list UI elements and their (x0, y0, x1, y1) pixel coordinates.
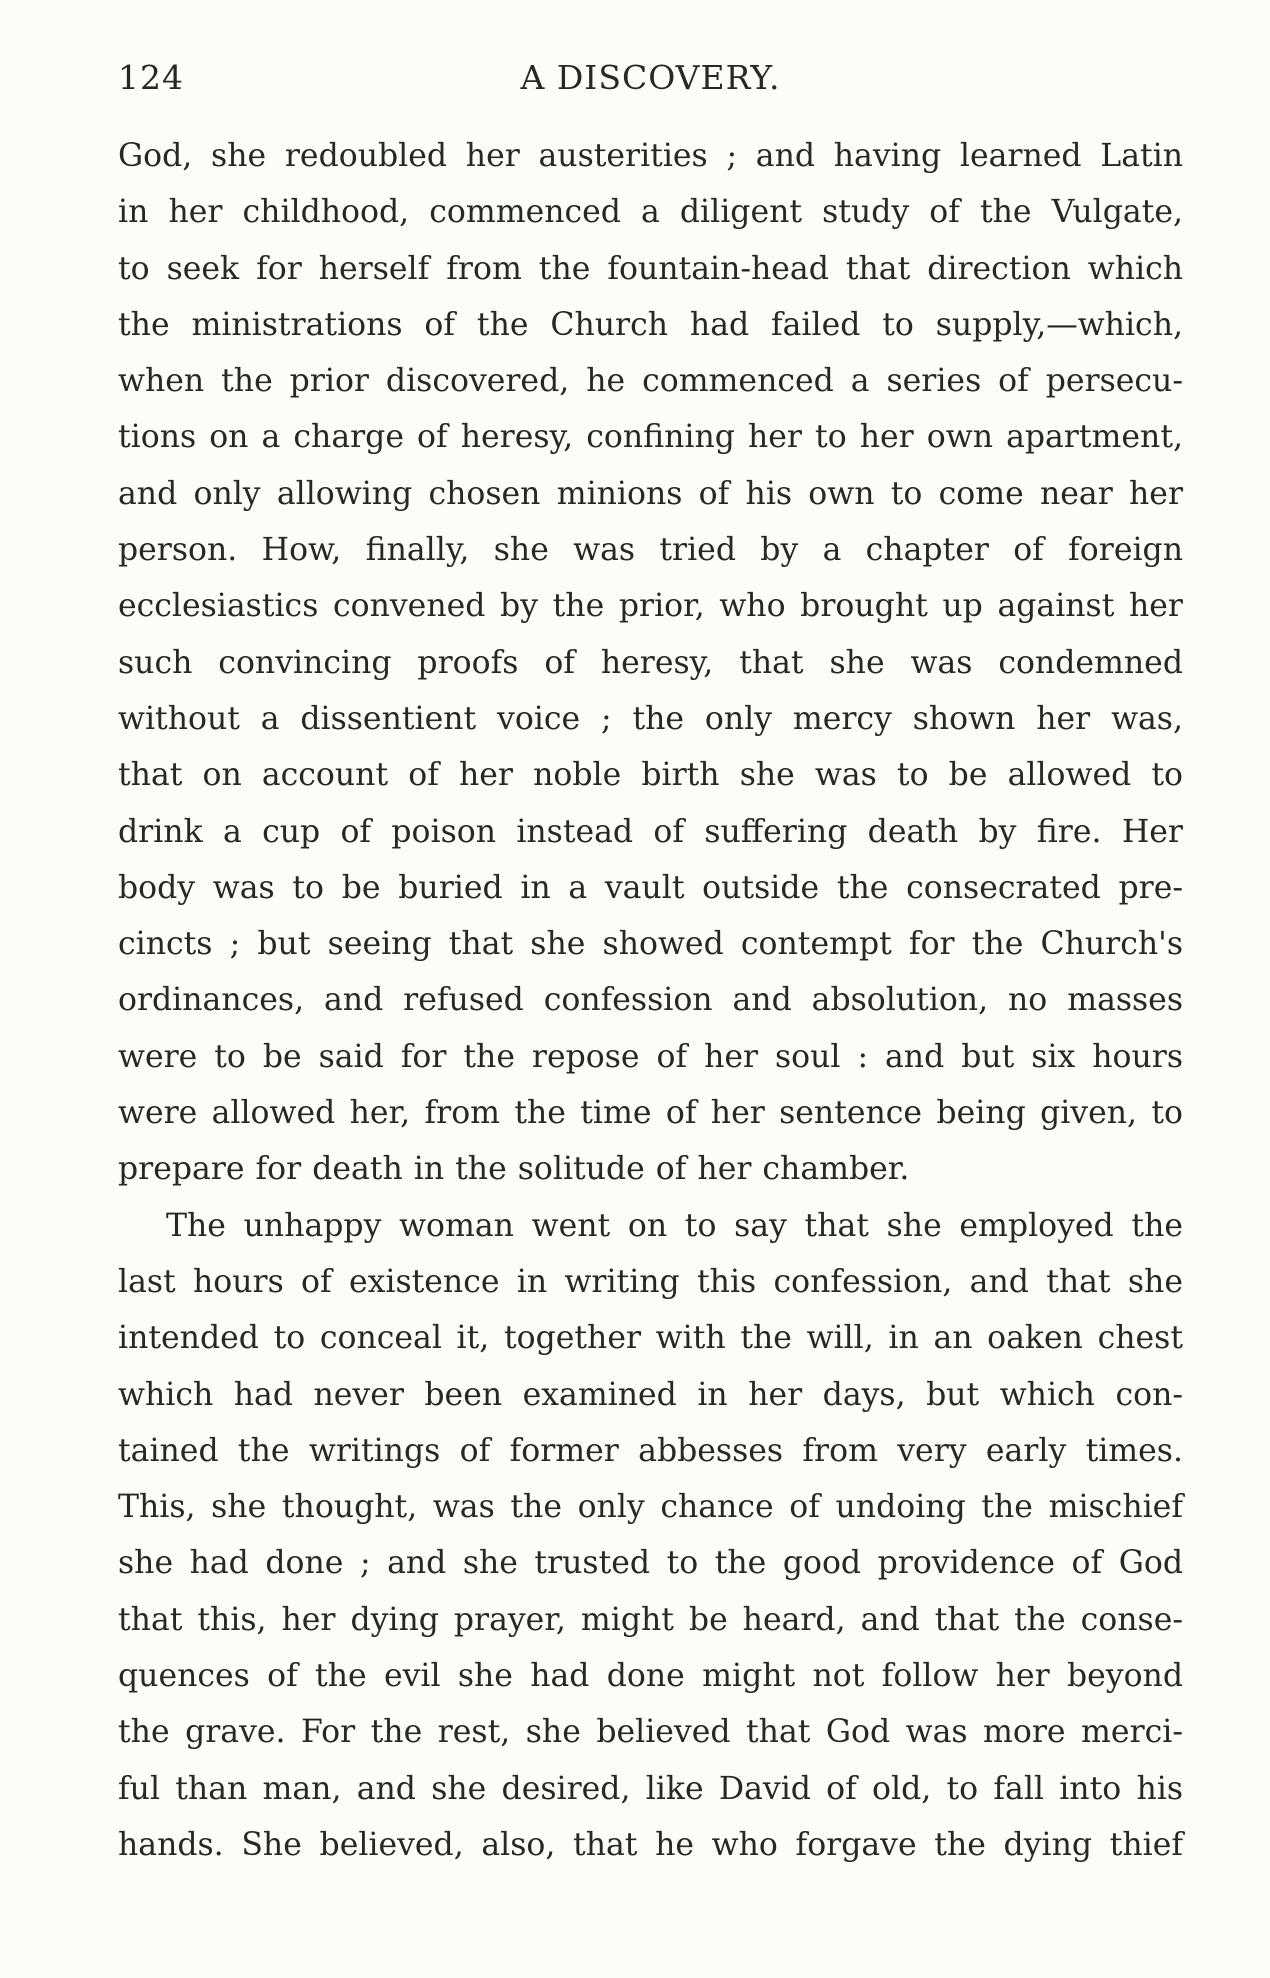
text-line: without a dissentient voice ; the only mercy shown her was, (118, 700, 1183, 737)
text-line: tained the writings of former abbesses from very early times. (118, 1432, 1183, 1469)
text-line: prepare for death in the solitude of her chamber. (118, 1151, 910, 1188)
text-line: ordinances, and refused confession and absolution, no masses (118, 982, 1183, 1019)
text-line: person. How, finally, she was tried by a chapter of foreign (118, 532, 1183, 569)
text-line: which had never been examined in her days, but which con- (118, 1376, 1183, 1413)
text-line: drink a cup of poison instead of suffering death by fire. Her (118, 813, 1183, 850)
running-title: A DISCOVERY. (520, 58, 781, 97)
text-line: The unhappy woman went on to say that she employed the (166, 1207, 1183, 1244)
text-line: This, she thought, was the only chance of undoing the mischief (118, 1489, 1183, 1526)
paragraph-1 (118, 128, 1183, 1198)
text-line: were to be said for the repose of her soul : and but six hours (118, 1038, 1183, 1075)
text-line: to seek for herself from the fountain-head that direction which (118, 250, 1183, 287)
text-line: cincts ; but seeing that she showed contempt for the Church's (118, 926, 1183, 963)
page-number: 124 (118, 58, 184, 97)
text-line: body was to be buried in a vault outside the consecrated pre- (118, 869, 1183, 906)
text-line: ecclesiastics convened by the prior, who brought up against her (118, 588, 1183, 625)
paragraph-2 (118, 1198, 1183, 1874)
text-line: such convincing proofs of heresy, that she was condemned (118, 644, 1183, 681)
text-line: quences of the evil she had done might not follow her beyond (118, 1658, 1183, 1695)
running-head (118, 58, 1183, 98)
text-line: the grave. For the rest, she believed that God was more merci- (118, 1714, 1183, 1751)
text-line: when the prior discovered, he commenced a series of persecu- (118, 363, 1183, 400)
text-line: intended to conceal it, together with the will, in an oaken chest (118, 1320, 1183, 1357)
text-line: that on account of her noble birth she was to be allowed to (118, 757, 1183, 794)
text-line: hands. She believed, also, that he who forgave the dying thief (118, 1826, 1183, 1863)
text-line: the ministrations of the Church had failed to supply,—which, (118, 306, 1183, 343)
text-line: God, she redoubled her austerities ; and having learned Latin (118, 138, 1183, 174)
text-line: last hours of existence in writing this confession, and that she (118, 1263, 1183, 1300)
text-line: and only allowing chosen minions of his own to come near her (118, 475, 1183, 512)
text-line: in her childhood, commenced a diligent study of the Vulgate, (118, 194, 1183, 231)
text-line: that this, her dying prayer, might be heard, and that the conse- (118, 1601, 1183, 1638)
text-line: tions on a charge of heresy, confining her to her own apartment, (118, 419, 1183, 456)
text-line: ful than man, and she desired, like David of old, to fall into his (118, 1770, 1183, 1807)
text-line: she had done ; and she trusted to the good providence of God (118, 1545, 1183, 1582)
body-text (118, 128, 1183, 1873)
text-line: were allowed her, from the time of her sentence being given, to (118, 1095, 1183, 1132)
